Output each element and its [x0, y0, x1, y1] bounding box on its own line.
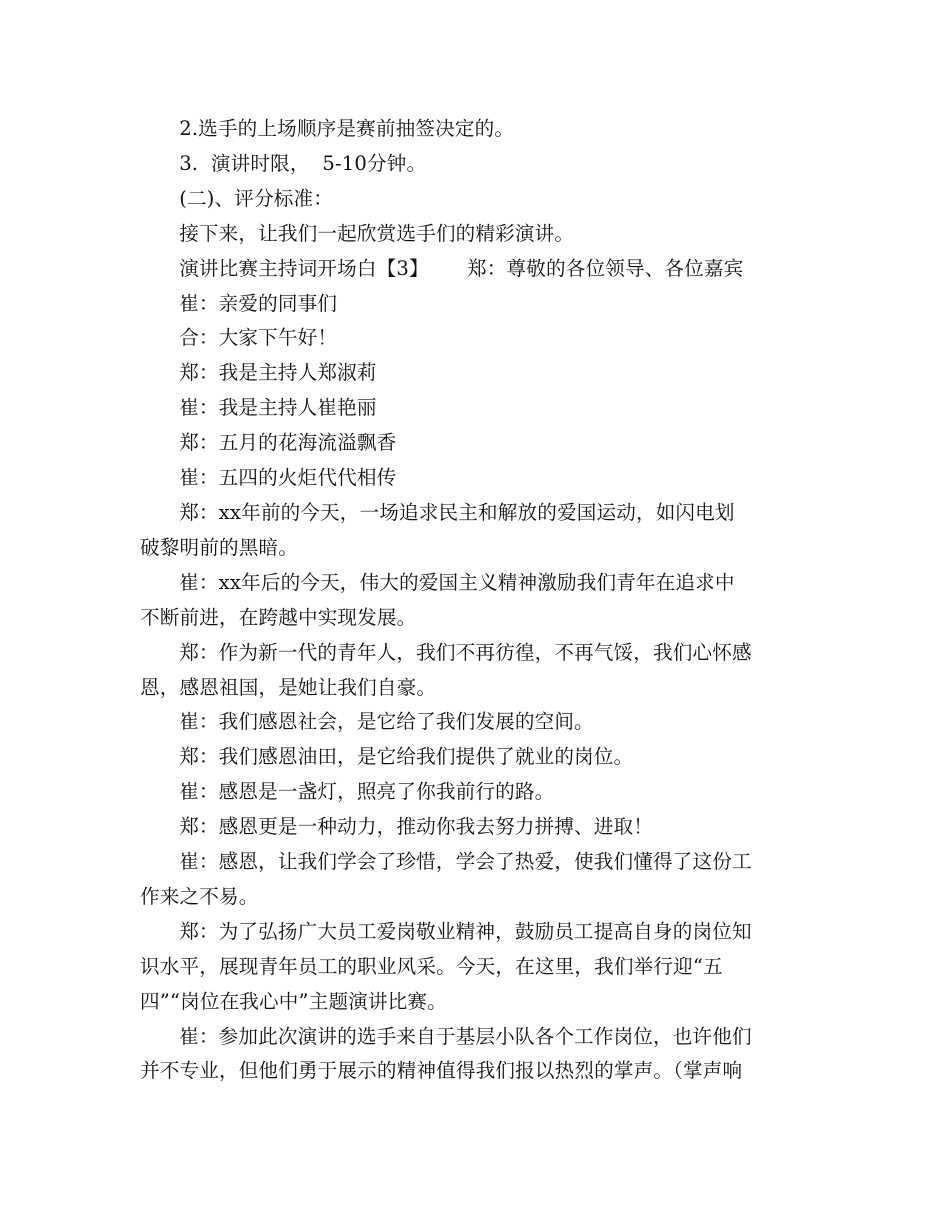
text-line: 2.选手的上场顺序是赛前抽签决定的。 — [179, 117, 515, 140]
paragraph — [140, 356, 814, 391]
text-line: 不断前进，在跨越中实现发展。 — [140, 605, 417, 629]
text-line: 郑：为了弘扬广大员工爱岗敬业精神，鼓励员工提高自身的岗位知 — [179, 919, 752, 943]
text-line: 接下来，让我们一起欣赏选手们的精彩演讲。 — [179, 221, 575, 245]
paragraph — [140, 252, 814, 287]
text-line: 四”“岗位在我心中”主题演讲比赛。 — [140, 989, 447, 1013]
paragraph — [140, 705, 814, 740]
paragraph — [140, 391, 814, 426]
paragraph — [140, 426, 814, 461]
text-line: 郑：感恩更是一种动力，推动你我去努力拼搏、进取！ — [179, 815, 654, 839]
paragraph — [140, 321, 814, 356]
paragraph — [140, 461, 814, 496]
paragraph — [140, 740, 814, 775]
text-line: 崔：感恩是一盏灯，照亮了你我前行的路。 — [179, 780, 555, 804]
paragraph — [140, 566, 814, 636]
document-body — [140, 112, 814, 1089]
paragraph — [140, 287, 814, 322]
paragraph — [140, 1020, 814, 1090]
text-line: 崔：xx年后的今天，伟大的爱国主义精神激励我们青年在追求中 — [179, 570, 735, 594]
text-line: 崔：感恩，让我们学会了珍惜，学会了热爱，使我们懂得了这份工 — [179, 850, 752, 874]
text-line: 破黎明前的黑暗。 — [140, 535, 298, 559]
text-line: 郑：我们感恩油田，是它给我们提供了就业的岗位。 — [179, 745, 634, 769]
text-line: 崔：参加此次演讲的选手来自于基层小队各个工作岗位，也许他们 — [179, 1024, 752, 1048]
paragraph — [140, 810, 814, 845]
text-line: 崔：我是主持人崔艳丽 — [179, 396, 377, 420]
paragraph — [140, 147, 814, 182]
text-line: 郑：作为新一代的青年人，我们不再彷徨，不再气馁，我们心怀感 — [179, 640, 752, 664]
text-line: 郑：我是主持人郑淑莉 — [179, 361, 377, 385]
text-line: 郑：xx年前的今天，一场追求民主和解放的爱国运动，如闪电划 — [179, 500, 735, 524]
paragraph — [140, 636, 814, 706]
paragraph — [140, 496, 814, 566]
paragraph — [140, 182, 814, 217]
paragraph — [140, 775, 814, 810]
paragraph — [140, 915, 814, 1020]
text-line: 作来之不易。 — [140, 884, 259, 908]
text-line: 郑：五月的花海流溢飘香 — [179, 431, 397, 455]
paragraph — [140, 845, 814, 915]
text-line: 3. 演讲时限， 5-10分钟。 — [179, 151, 427, 175]
text-line: 演讲比赛主持词开场白【3】 郑：尊敬的各位领导、各位嘉宾 — [179, 256, 744, 280]
paragraph — [140, 112, 814, 147]
text-line: 崔：我们感恩社会，是它给了我们发展的空间。 — [179, 710, 594, 734]
text-line: 并不专业，但他们勇于展示的精神值得我们报以热烈的掌声。（掌声响 — [140, 1059, 743, 1083]
text-line: 识水平，展现青年员工的职业风采。今天，在这里，我们举行迎“五 — [140, 954, 723, 978]
paragraph — [140, 217, 814, 252]
text-line: 崔：五四的火炬代代相传 — [179, 466, 397, 490]
text-line: 崔：亲爱的同事们 — [179, 291, 338, 315]
text-line: 合：大家下午好！ — [179, 326, 338, 350]
text-line: (二)、评分标准： — [179, 186, 333, 210]
text-line: 恩，感恩祖国，是她让我们自豪。 — [140, 675, 437, 699]
